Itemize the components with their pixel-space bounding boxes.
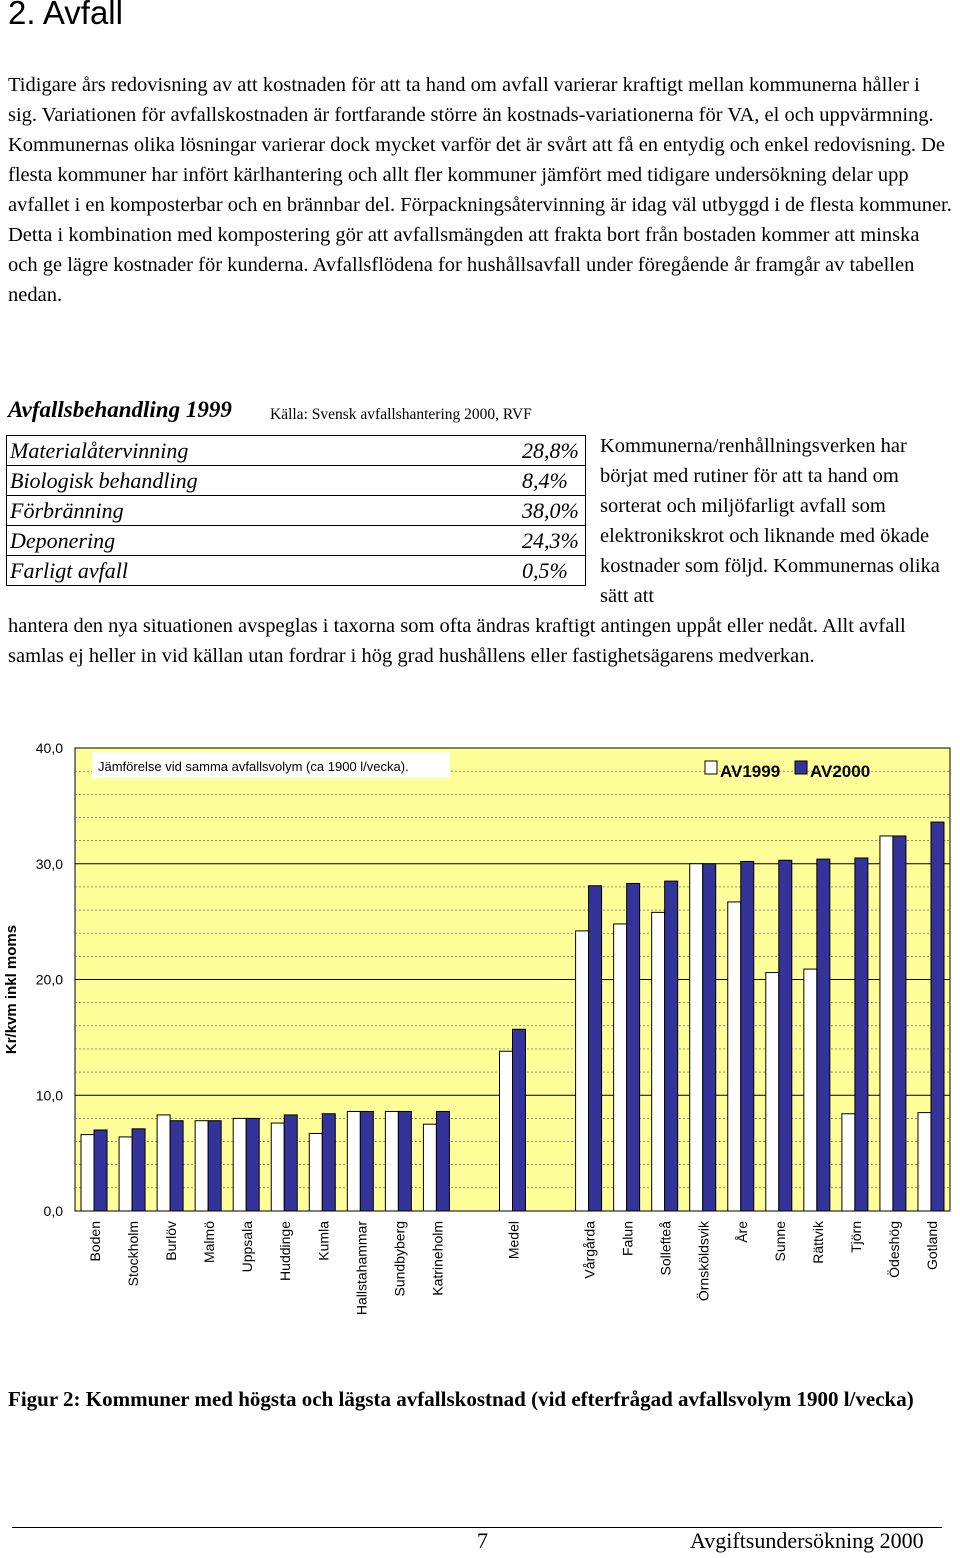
- legend-swatch: [705, 761, 717, 774]
- bar-av1999: [880, 836, 893, 1211]
- bar-av1999: [423, 1124, 436, 1211]
- bar-av1999: [119, 1137, 132, 1211]
- bar-av2000: [513, 1029, 526, 1211]
- bar-av2000: [589, 886, 602, 1211]
- table-title: Avfallsbehandling 1999: [8, 397, 232, 422]
- bar-av2000: [779, 860, 792, 1211]
- document-name: Avgiftsundersökning 2000: [690, 1528, 924, 1553]
- table-source: Källa: Svensk avfallshantering 2000, RVF: [270, 406, 532, 423]
- bar-av1999: [728, 902, 741, 1211]
- page-number: 7: [477, 1528, 488, 1553]
- row-value: 38,0%: [519, 496, 586, 526]
- legend-label: AV1999: [720, 762, 781, 781]
- x-tick-label: Örnsköldsvik: [695, 1221, 712, 1302]
- bar-av2000: [246, 1118, 259, 1211]
- bar-av1999: [766, 973, 779, 1211]
- x-tick-label: Kumla: [315, 1221, 332, 1261]
- x-tick-label: Falun: [619, 1221, 636, 1257]
- bar-av2000: [855, 858, 868, 1211]
- x-tick-label: Huddinge: [277, 1221, 294, 1281]
- row-label: Biologisk behandling: [7, 466, 520, 496]
- bar-av2000: [170, 1121, 183, 1211]
- bar-av2000: [665, 881, 678, 1211]
- bar-av1999: [500, 1051, 513, 1211]
- x-tick-label: Stockholm: [125, 1221, 142, 1287]
- legend-swatch: [795, 761, 807, 774]
- cost-bar-chart: [0, 735, 960, 1350]
- side-paragraph: Kommunerna/renhållningsverken har börjat med rutiner för att ta hand om sorterat och miljöfarligt avfall som elektronikskrot och liknande med ökade kostnader som följd. Kommunernas olika sätt att: [600, 435, 940, 607]
- x-tick-label: Ödeshög: [885, 1221, 902, 1278]
- bar-av1999: [918, 1113, 931, 1211]
- bar-av2000: [132, 1129, 145, 1211]
- bar-av1999: [690, 864, 703, 1211]
- outro-paragraph: hantera den nya situationen avspeglas i taxorna som ofta ändras kraftigt antingen uppåt eller nedåt. Allt avfall samlas ej heller in vid källan utan fordrar i hög grad hushållens eller fastighetsägarens medverkan.: [8, 615, 906, 667]
- row-label: Deponering: [7, 526, 520, 556]
- y-tick-label: 20,0: [35, 971, 63, 988]
- y-tick-label: 30,0: [35, 855, 63, 872]
- x-tick-label: Hallstahammar: [353, 1221, 370, 1316]
- table-row: [7, 526, 586, 556]
- intro-paragraph: Tidigare års redovisning av att kostnaden för att ta hand om avfall varierar kraftigt mellan kommunerna håller i sig. Variationen för avfallskostnaden är fortfarande större än kostnads-variationerna för VA, el och uppvärmning. Kommunernas olika lösningar varierar dock mycket varför det är svårt att få en entydig och enkel redovisning. De flesta kommuner har infört kärlhantering och allt fler kommuner jämfört med tidigare undersökning delar upp avfallet i en komposterbar och en brännbar del. Förpackningsåtervinning är idag väl utbyggd i de flesta kommuner. Detta i kombination med kompostering gör att avfallsmängden att frakta bort från bostaden kommer att minska och ge lägre kostnader för kunderna. Avfallsflödena for hushållsavfall under föregående år framgår av tabellen nedan.: [8, 74, 952, 306]
- row-label: Farligt avfall: [7, 556, 520, 586]
- bar-av1999: [157, 1115, 170, 1211]
- bar-av1999: [81, 1135, 94, 1211]
- x-tick-label: Gotland: [923, 1221, 940, 1271]
- table-row: [7, 496, 586, 526]
- x-tick-label: Sundbyberg: [391, 1221, 408, 1297]
- bar-av2000: [627, 883, 640, 1211]
- x-tick-label: Sollefteå: [657, 1221, 674, 1276]
- bar-av1999: [271, 1123, 284, 1211]
- x-tick-label: Tjörn: [847, 1221, 864, 1253]
- x-tick-label: Åre: [733, 1221, 750, 1243]
- section-heading: 2. Avfall: [8, 0, 123, 31]
- y-axis-label: Kr/kvm inkl moms: [3, 924, 20, 1055]
- bar-av1999: [614, 924, 627, 1211]
- bar-av2000: [931, 822, 944, 1211]
- x-tick-label: Medel: [505, 1221, 522, 1260]
- bar-av2000: [398, 1111, 411, 1211]
- bar-av2000: [208, 1121, 221, 1211]
- row-value: 8,4%: [519, 466, 586, 496]
- bar-av2000: [893, 836, 906, 1211]
- x-tick-label: Uppsala: [239, 1221, 256, 1273]
- y-tick-label: 40,0: [35, 740, 63, 756]
- bar-av2000: [703, 864, 716, 1211]
- bar-av1999: [385, 1111, 398, 1211]
- row-value: 28,8%: [519, 436, 586, 466]
- x-tick-label: Boden: [87, 1221, 104, 1262]
- bar-av1999: [309, 1133, 322, 1211]
- table-row: [7, 556, 586, 586]
- bar-av1999: [195, 1121, 208, 1211]
- bar-av2000: [284, 1115, 297, 1211]
- y-tick-label: 10,0: [35, 1087, 63, 1104]
- row-label: Förbränning: [7, 496, 520, 526]
- bar-av2000: [322, 1114, 335, 1211]
- x-tick-label: Katrineholm: [429, 1221, 446, 1296]
- bar-av1999: [576, 931, 589, 1211]
- bar-av1999: [804, 969, 817, 1211]
- table-row: [7, 466, 586, 496]
- row-value: 0,5%: [519, 556, 586, 586]
- x-tick-label: Malmö: [201, 1221, 218, 1264]
- figure-caption: Figur 2: Kommuner med högsta och lägsta avfallskostnad (vid efterfrågad avfallsvolym 1900 l/vecka): [8, 1387, 914, 1411]
- y-tick-label: 0,0: [43, 1203, 63, 1219]
- x-tick-label: Vårgårda: [581, 1221, 598, 1279]
- bar-av2000: [360, 1111, 373, 1211]
- x-tick-label: Rättvik: [809, 1221, 826, 1264]
- bar-av1999: [347, 1111, 360, 1211]
- row-value: 24,3%: [519, 526, 586, 556]
- bar-av1999: [842, 1114, 855, 1211]
- bar-av1999: [652, 912, 665, 1211]
- x-tick-label: Burlöv: [163, 1221, 180, 1261]
- bar-av2000: [817, 859, 830, 1211]
- bar-av1999: [233, 1118, 246, 1211]
- bar-av2000: [436, 1111, 449, 1211]
- waste-treatment-table: [6, 435, 586, 586]
- chart-annotation: Jämförelse vid samma avfallsvolym (ca 1900 l/vecka).: [98, 759, 409, 774]
- bar-av2000: [94, 1130, 107, 1211]
- x-tick-label: Sunne: [771, 1221, 788, 1262]
- row-label: Materialåtervinning: [7, 436, 520, 466]
- legend-label: AV2000: [810, 762, 871, 781]
- table-row: [7, 436, 586, 466]
- bar-av2000: [741, 861, 754, 1211]
